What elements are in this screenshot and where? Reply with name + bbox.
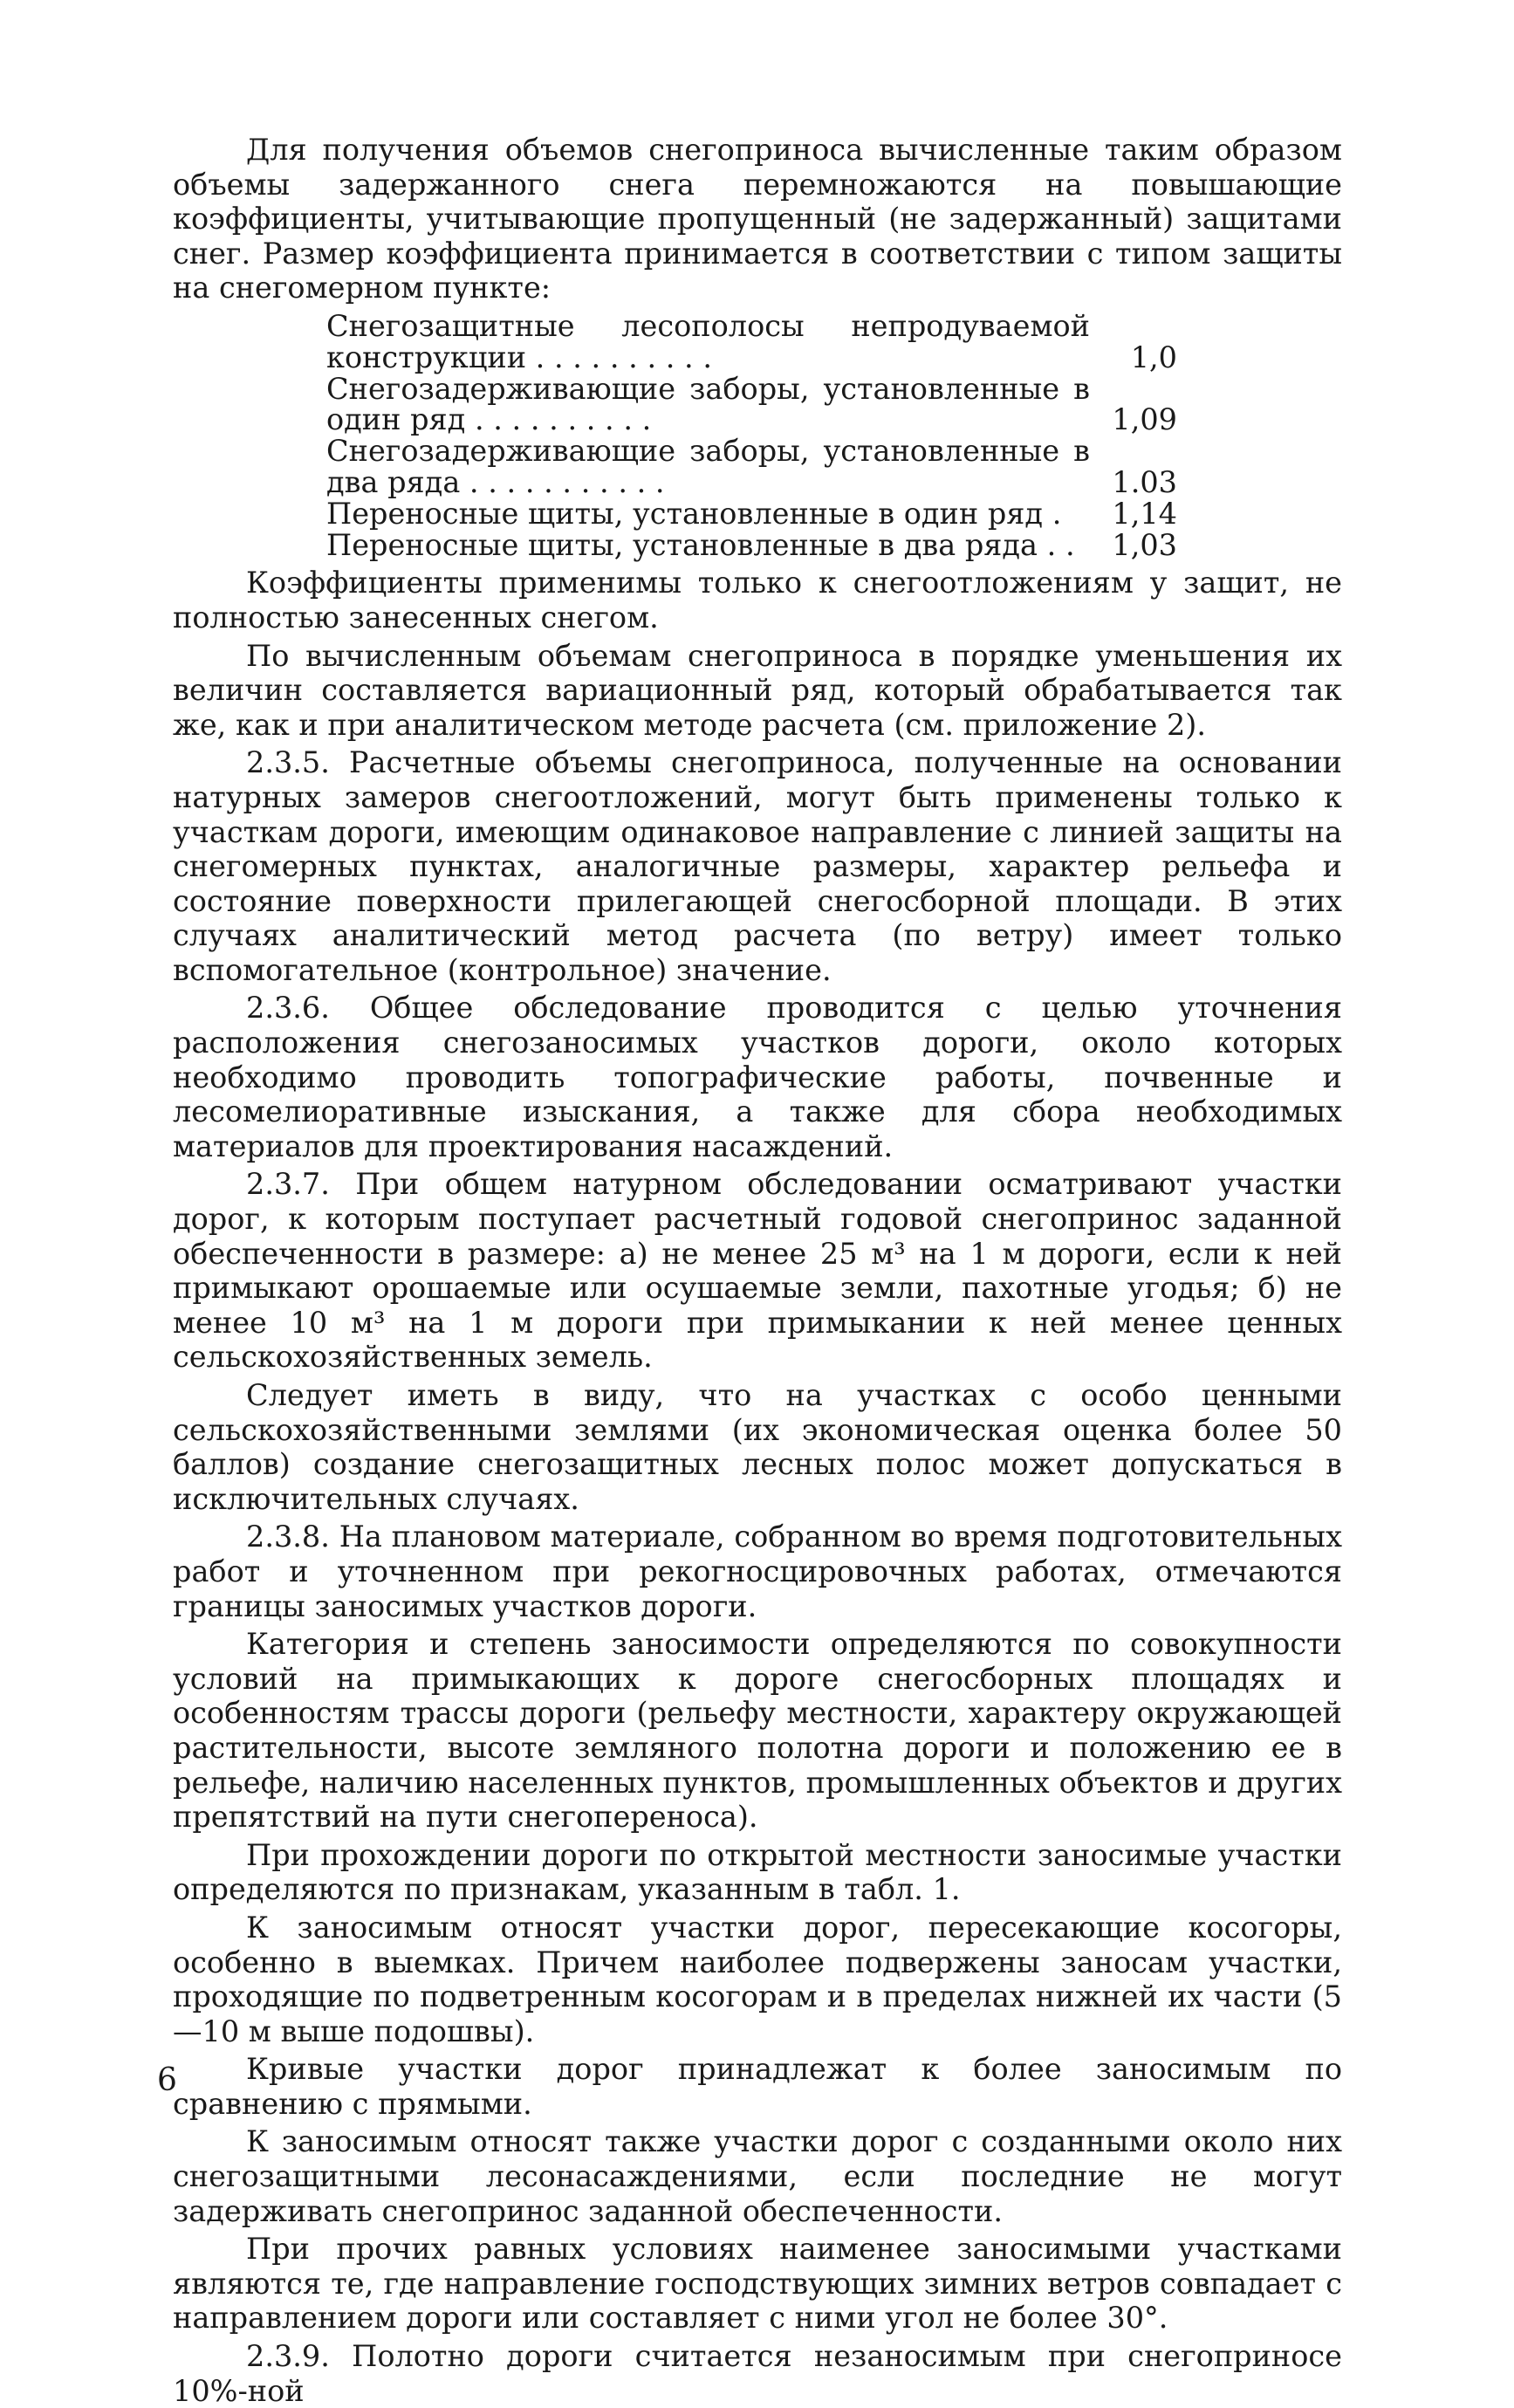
coefficient-row bbox=[326, 436, 1177, 498]
paragraph: Следует иметь в виду, что на участках с особо ценными сельскохозяйственными землями (их экономическая оценка более 50 баллов) создание снегозащитных лесных полос может допускаться в исключительных случаях. bbox=[173, 1378, 1342, 1516]
paragraph: При прохождении дороги по открытой местности заносимые участки определяются по признакам, указанным в табл. 1. bbox=[173, 1837, 1342, 1907]
coefficient-label: Снегозадерживающие заборы, установленные в один ряд . . . . . . . . . . bbox=[326, 371, 1090, 437]
coefficient-label: Снегозадерживающие заборы, установленные в два ряда . . . . . . . . . . . bbox=[326, 434, 1090, 499]
coefficient-label: Переносные щиты, установленные в один ряд . bbox=[326, 496, 1062, 531]
coefficient-value: 1,0 bbox=[1130, 340, 1177, 374]
paragraph: Коэффициенты применимы только к снегоотложениям у защит, не полностью занесенных снегом. bbox=[173, 566, 1342, 635]
paragraph: 2.3.8. На плановом материале, собранном во время подготовительных работ и уточненном при рекогносцировочных работах, отмечаются границы заносимых участков дороги. bbox=[173, 1520, 1342, 1623]
coefficient-value: 1,09 bbox=[1112, 402, 1177, 437]
coefficient-value: 1,03 bbox=[1112, 527, 1177, 562]
paragraph: При прочих равных условиях наименее заносимыми участками являются те, где направление господствующих зимних ветров совпадает с направлением дороги или составляет с ними угол не более 30°. bbox=[173, 2232, 1342, 2336]
coefficient-value: 1.03 bbox=[1112, 464, 1177, 499]
page-content bbox=[173, 133, 1342, 2408]
coefficient-label: Переносные щиты, установленные в два ряда . . bbox=[326, 527, 1075, 562]
coefficient-list bbox=[326, 308, 1177, 562]
paragraph: 2.3.6. Общее обследование проводится с целью уточнения расположения снегозаносимых участков дороги, около которых необходимо проводить топографические работы, почвенные и лесомелиоративные изыскания, а также для сбора необходимых материалов для проектирования насаждений. bbox=[173, 991, 1342, 1163]
paragraph: К заносимым относят также участки дорог с созданными около них снегозащитными лесонасаждениями, если последние не могут задерживать снегоприноc заданной обеспеченности. bbox=[173, 2124, 1342, 2228]
paragraph: 2.3.5. Расчетные объемы снегоприноса, полученные на основании натурных замеров снегоотложений, могут быть применены только к участкам дороги, имеющим одинаковое направление с линией защиты на снегомерных пунктах, аналогичные размеры, характер рельефа и состояние поверхности прилегающей снегосборной площади. В этих случаях аналитический метод расчета (по ветру) имеет только вспомогательное (контрольное) значение. bbox=[173, 745, 1342, 987]
paragraph: К заносимым относят участки дорог, пересекающие косогоры, особенно в выемках. Причем наиболее подвержены заносам участки, проходящие по подветренным косогорам и в пределах нижней их части (5—10 м выше подошвы). bbox=[173, 1910, 1342, 2048]
paragraph: 2.3.9. Полотно дороги считается незаносимым при снегоприносе 10%-ной bbox=[173, 2339, 1342, 2408]
coefficient-label: Снегозащитные лесополосы непродуваемой конструкции . . . . . . . . . . bbox=[326, 308, 1090, 374]
paragraph: Кривые участки дорог принадлежат к более заносимым по сравнению с прямыми. bbox=[173, 2052, 1342, 2121]
page-number: 6 bbox=[157, 2062, 177, 2098]
coefficient-row bbox=[326, 498, 1177, 530]
paragraph: По вычисленным объемам снегоприноса в порядке уменьшения их величин составляется вариационный ряд, который обрабатывается так же, как и при аналитическом методе расчета (см. приложение 2). bbox=[173, 638, 1342, 742]
coefficient-row bbox=[326, 311, 1177, 374]
coefficient-value: 1,14 bbox=[1112, 496, 1177, 531]
intro-paragraph: Для получения объемов снегоприноса вычисленные таким образом объемы задержанного снега перемножаются на повышающие коэффициенты, учитывающие пропущенный (не задержанный) защитами снег. Размер коэффициента принимается в соответствии с типом защиты на снегомерном пункте: bbox=[173, 133, 1342, 305]
paragraph: Категория и степень заносимости определяются по совокупности условий на примыкающих к дороге снегосборных площадях и особенностям трассы дороги (рельефу местности, характеру окружающей растительности, высоте земляного полотна дороги и положению ее в рельефе, наличию населенных пунктов, промышленных объектов и других препятствий на пути снегопереноса). bbox=[173, 1627, 1342, 1835]
coefficient-row bbox=[326, 374, 1177, 436]
coefficient-row bbox=[326, 530, 1177, 561]
paragraph: 2.3.7. При общем натурном обследовании осматривают участки дорог, к которым поступает расчетный годовой снегопринос заданной обеспеченности в размере: а) не менее 25 м³ на 1 м дороги, если к ней примыкают орошаемые или осушаемые земли, пахотные угодья; б) не менее 10 м³ на 1 м дороги при примыкании к ней менее ценных сельскохозяйственных земель. bbox=[173, 1167, 1342, 1375]
